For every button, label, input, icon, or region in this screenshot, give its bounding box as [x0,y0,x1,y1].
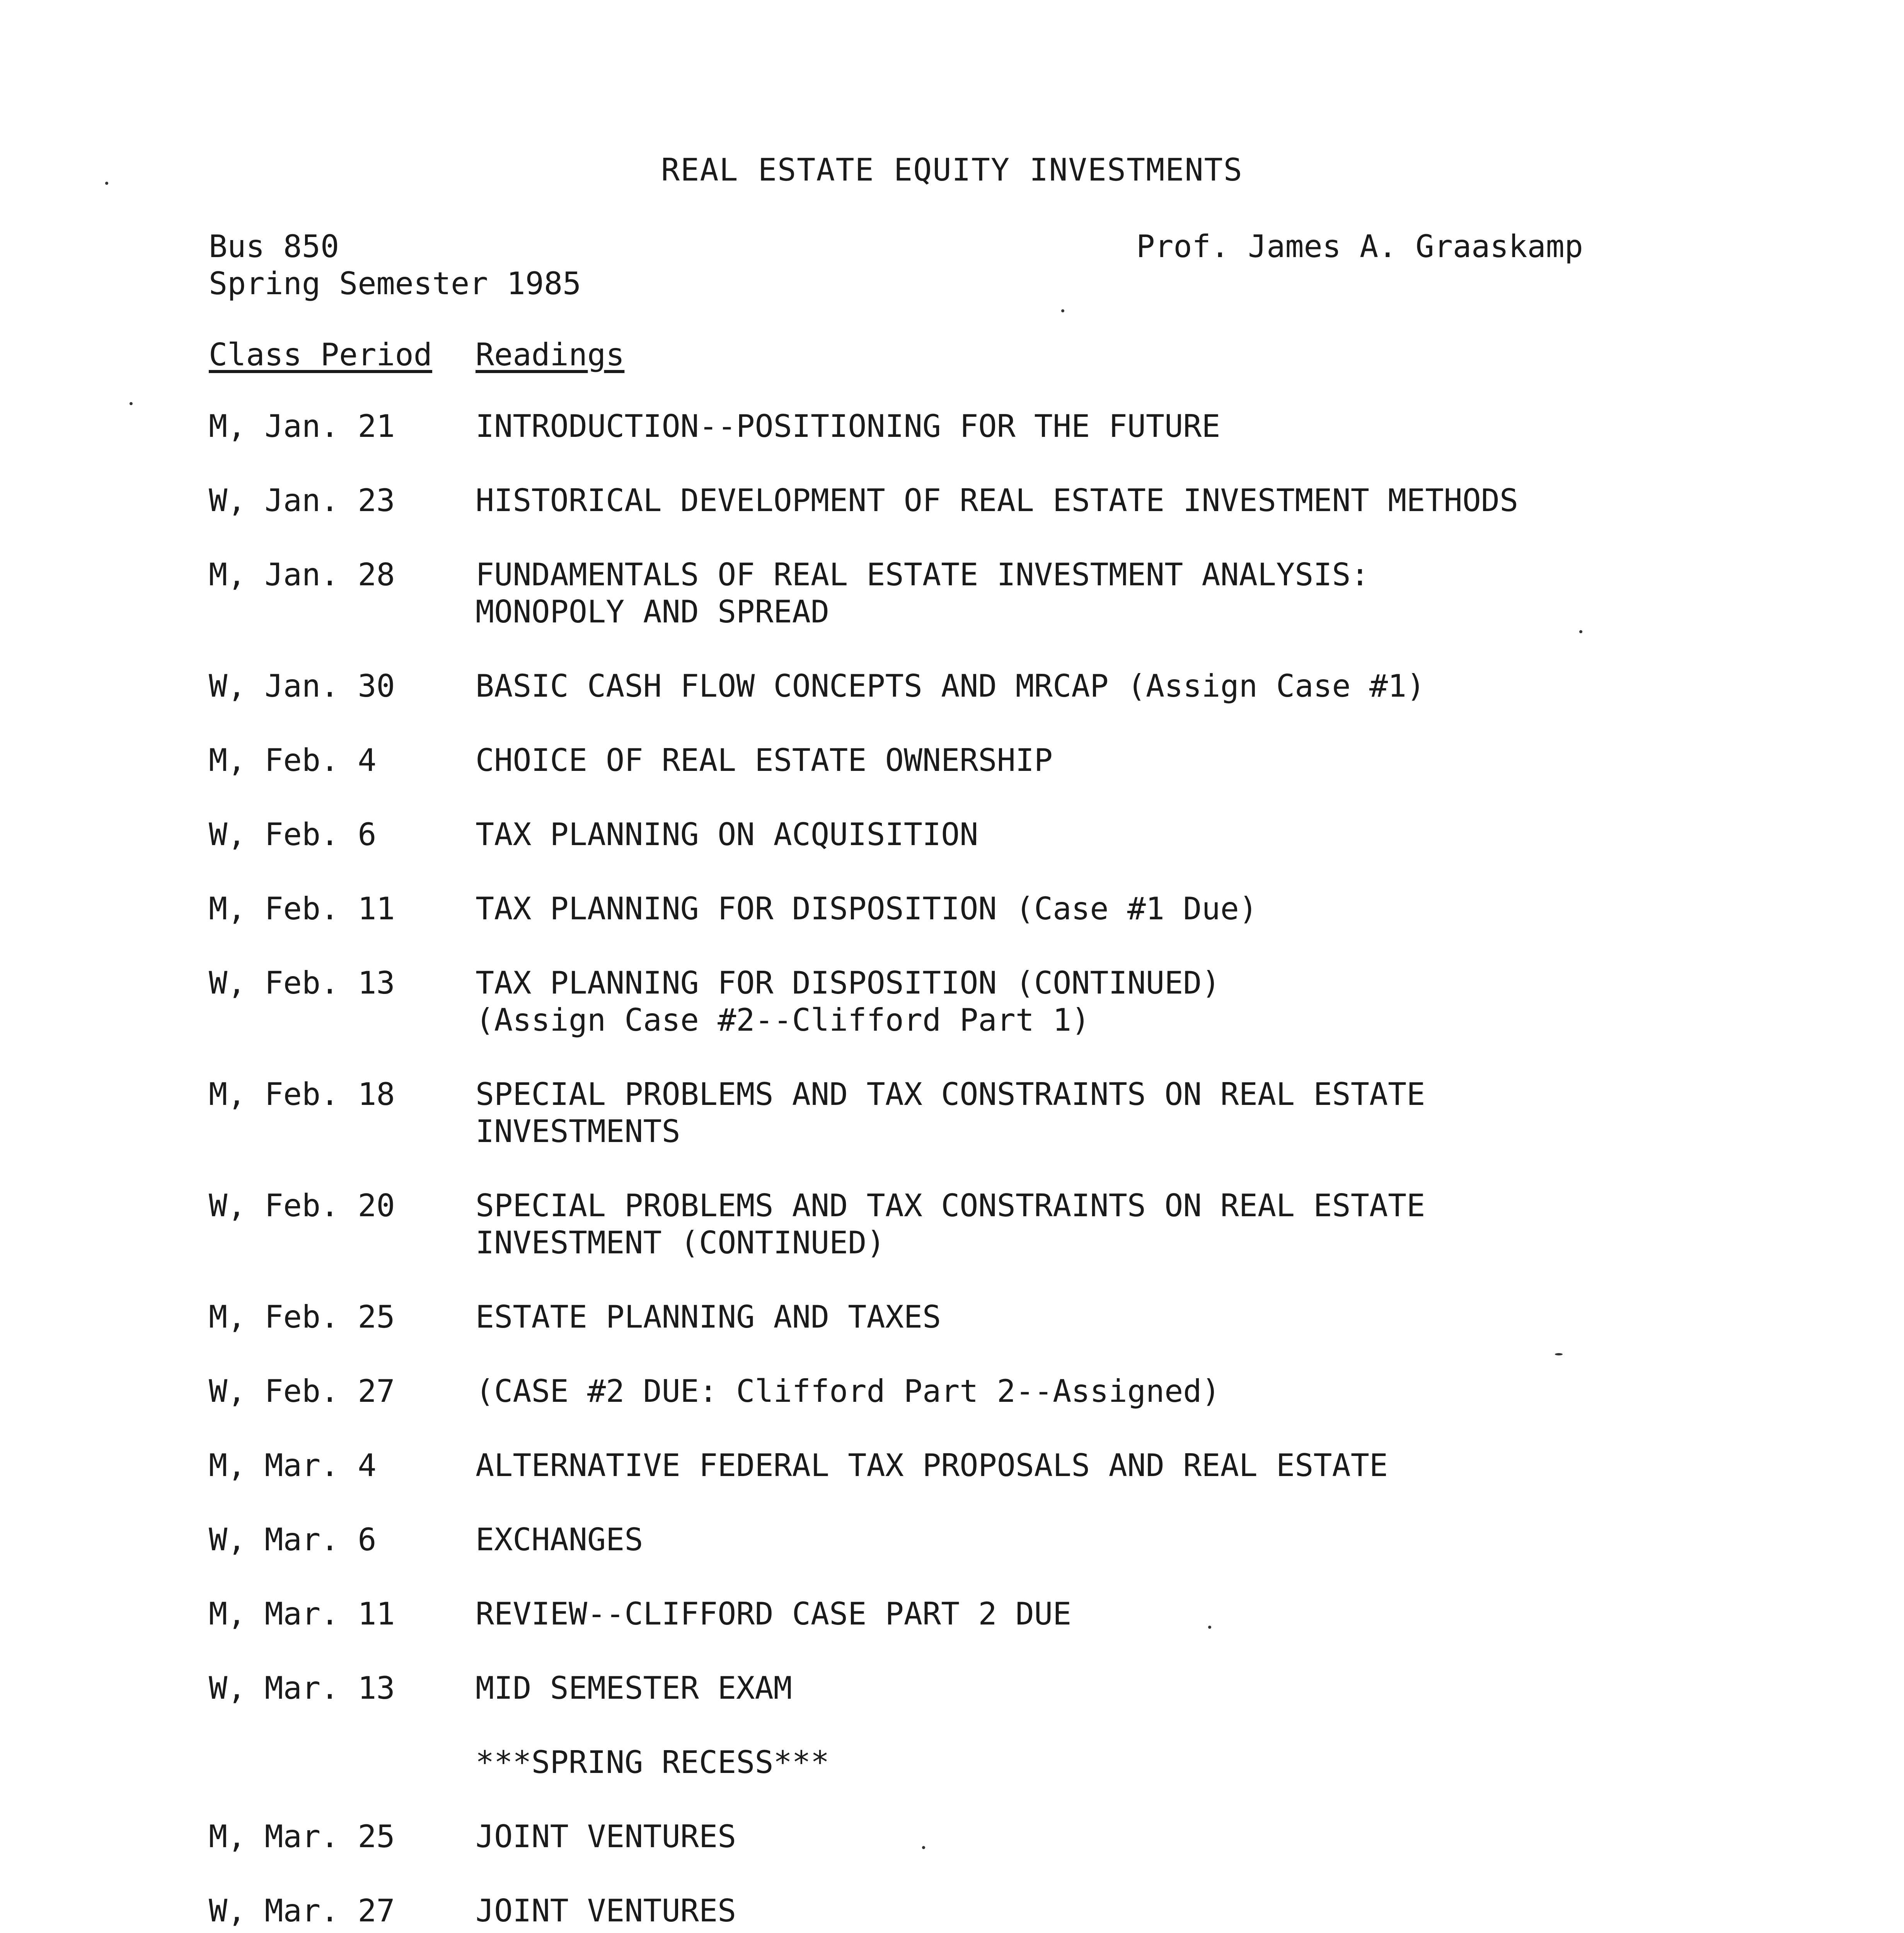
scan-speck [1579,630,1582,633]
schedule-row [209,1521,1678,1558]
scan-speck [1555,1353,1563,1355]
class-date: W, Jan. 23 [209,482,395,518]
schedule-row [209,668,1678,705]
schedule-row [209,1670,1678,1707]
professor-name: Prof. James A. Graaskamp [1136,228,1583,264]
reading-topic [476,556,1713,631]
reading-topic [476,668,1713,705]
topic-line: JOINT VENTURES [476,1893,736,1929]
course-semester: Spring Semester 1985 [209,266,581,302]
document-title: REAL ESTATE EQUITY INVESTMENTS [661,152,1243,188]
topic-line: SPECIAL PROBLEMS AND TAX CONSTRAINTS ON REAL ESTATE [476,1188,1425,1224]
topic-line: TAX PLANNING FOR DISPOSITION (Case #1 Due) [476,891,1258,927]
reading-topic [476,1670,1713,1707]
schedule-row [209,1299,1678,1336]
topic-line: JOINT VENTURES [476,1819,736,1855]
schedule-list [209,408,1678,1933]
reading-topic [476,890,1713,927]
topic-line: EXCHANGES [476,1522,643,1558]
class-date: W, Mar. 13 [209,1670,395,1706]
reading-topic [476,965,1713,1039]
class-date: M, Feb. 18 [209,1076,395,1112]
topic-line: ***SPRING RECESS*** [476,1744,830,1780]
reading-topic [476,408,1713,445]
reading-topic [476,1373,1713,1410]
scan-speck [130,402,133,405]
reading-topic [476,1744,1713,1781]
schedule-row [209,1373,1678,1410]
schedule-row [209,556,1678,631]
class-date: W, Feb. 13 [209,965,395,1001]
reading-topic [476,742,1713,779]
scan-speck [1208,1626,1211,1629]
class-date: W, Feb. 27 [209,1373,395,1409]
topic-line: REVIEW--CLIFFORD CASE PART 2 DUE [476,1596,1072,1632]
reading-topic [476,816,1713,853]
class-date: M, Feb. 11 [209,891,395,927]
header-readings: Readings [476,337,625,373]
class-date: W, Feb. 20 [209,1188,395,1224]
reading-topic [476,1299,1713,1336]
class-date: M, Mar. 11 [209,1596,395,1632]
topic-line: (CASE #2 DUE: Clifford Part 2--Assigned) [476,1373,1220,1409]
schedule-row [209,1595,1678,1633]
schedule-row [209,965,1678,1039]
header-class-period: Class Period [209,337,432,373]
reading-topic [476,482,1713,519]
scan-speck [922,1846,925,1849]
class-date: M, Jan. 28 [209,557,395,593]
class-date: M, Jan. 21 [209,408,395,444]
class-date: W, Feb. 6 [209,816,377,852]
schedule-row [209,1818,1678,1855]
class-date: M, Mar. 4 [209,1447,377,1483]
schedule-row [209,1076,1678,1150]
topic-line: ALTERNATIVE FEDERAL TAX PROPOSALS AND REAL ESTATE [476,1447,1388,1483]
reading-topic [476,1447,1713,1484]
schedule-row [209,1447,1678,1484]
schedule-row [209,890,1678,927]
schedule-row [209,742,1678,779]
reading-topic [476,1521,1713,1558]
topic-line: HISTORICAL DEVELOPMENT OF REAL ESTATE INVESTMENT METHODS [476,482,1519,518]
schedule-row [209,482,1678,519]
class-date: W, Jan. 30 [209,668,395,704]
course-number: Bus 850 [209,228,339,264]
reading-topic [476,1187,1713,1261]
topic-line: SPECIAL PROBLEMS AND TAX CONSTRAINTS ON REAL ESTATE [476,1076,1425,1112]
topic-line: TAX PLANNING ON ACQUISITION [476,816,978,852]
scan-speck [105,182,108,185]
topic-line: MID SEMESTER EXAM [476,1670,792,1706]
reading-topic [476,1818,1713,1855]
reading-topic [476,1076,1713,1150]
topic-line: (Assign Case #2--Clifford Part 1) [476,1002,1090,1038]
course-info [209,228,581,302]
topic-line: ESTATE PLANNING AND TAXES [476,1299,941,1335]
schedule-row [209,816,1678,853]
topic-line: FUNDAMENTALS OF REAL ESTATE INVESTMENT ANALYSIS: [476,557,1369,593]
topic-line: MONOPOLY AND SPREAD [476,594,830,630]
topic-line: TAX PLANNING FOR DISPOSITION (CONTINUED) [476,965,1220,1001]
class-date: M, Mar. 25 [209,1819,395,1855]
reading-topic [476,1892,1713,1930]
schedule-row [209,1892,1678,1930]
topic-line: INVESTMENTS [476,1113,680,1149]
topic-line: CHOICE OF REAL ESTATE OWNERSHIP [476,742,1053,778]
schedule-row [209,408,1678,445]
class-date: M, Feb. 25 [209,1299,395,1335]
topic-line: INVESTMENT (CONTINUED) [476,1225,885,1261]
reading-topic [476,1595,1713,1633]
class-date: W, Mar. 27 [209,1893,395,1929]
class-date: W, Mar. 6 [209,1522,377,1558]
topic-line: BASIC CASH FLOW CONCEPTS AND MRCAP (Assign Case #1) [476,668,1425,704]
schedule-row [209,1744,1678,1781]
topic-line: INTRODUCTION--POSITIONING FOR THE FUTURE [476,408,1220,444]
schedule-row [209,1187,1678,1261]
scan-speck [1061,309,1064,312]
class-date: M, Feb. 4 [209,742,377,778]
